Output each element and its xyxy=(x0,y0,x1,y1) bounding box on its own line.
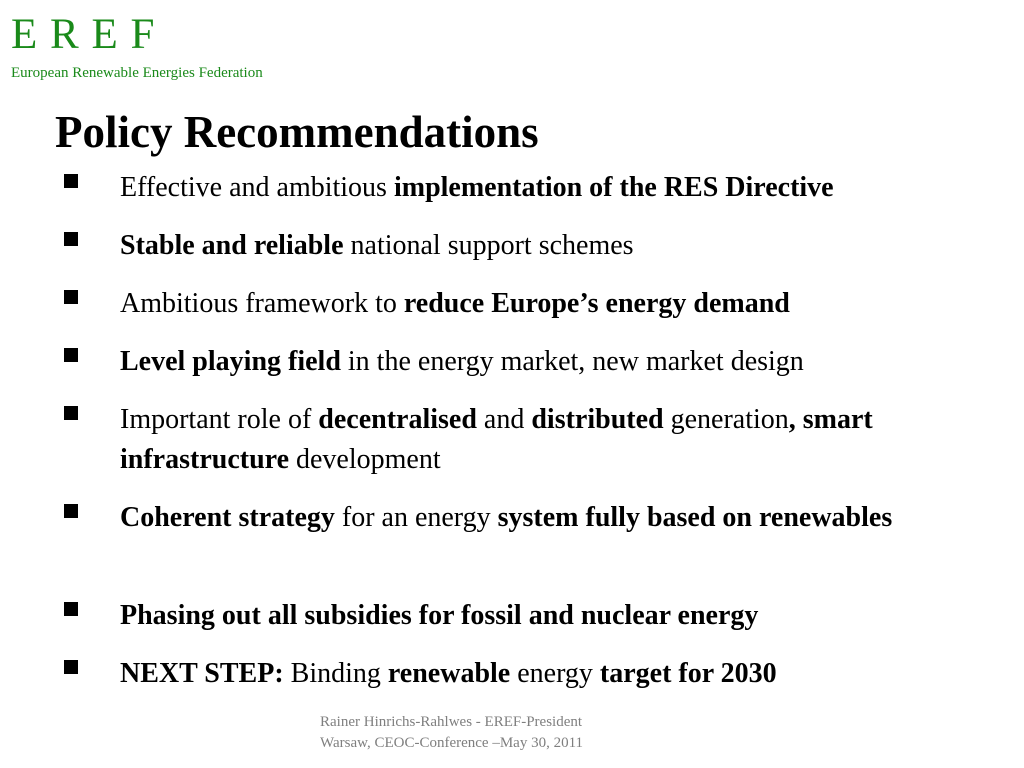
text-run: Effective and ambitious xyxy=(120,172,394,203)
text-run: and xyxy=(476,404,532,435)
text-run: Binding xyxy=(283,658,388,689)
bold-text-run: distributed xyxy=(531,404,664,435)
list-item-text xyxy=(120,168,1000,208)
bold-text-run: Coherent strategy xyxy=(120,502,335,533)
bold-text-run: Level playing field xyxy=(120,346,341,377)
square-bullet-icon xyxy=(64,660,78,674)
list-item-text xyxy=(120,342,1000,382)
list-item-text xyxy=(120,498,910,538)
text-run: for an energy xyxy=(334,502,498,533)
bold-text-run: reduce Europe’s energy demand xyxy=(403,288,790,319)
footer-event: Warsaw, CEOC-Conference –May 30, 2011 xyxy=(320,735,584,751)
list-item-text xyxy=(120,226,1000,266)
text-run: generation xyxy=(663,404,789,435)
bold-text-run: renewable xyxy=(387,658,511,689)
square-bullet-icon xyxy=(64,174,78,188)
text-run: Ambitious framework to xyxy=(120,288,404,319)
bold-text-run: , smart infrastructure xyxy=(120,404,873,475)
text-run: Important role of xyxy=(120,404,319,435)
eref-logo xyxy=(11,12,263,82)
text-run: national support schemes xyxy=(343,230,634,261)
bold-text-run: Stable and reliable xyxy=(120,230,344,261)
bold-text-run: NEXT STEP: xyxy=(120,658,284,689)
text-run: in the energy market, new market design xyxy=(340,346,804,377)
logo-subtitle: European Renewable Energies Federation xyxy=(11,65,263,81)
square-bullet-icon xyxy=(64,348,78,362)
square-bullet-icon xyxy=(64,232,78,246)
list-item-text xyxy=(120,284,1000,324)
slide-title: Policy Recommendations xyxy=(55,107,539,157)
bold-text-run: Phasing out all subsidies for fossil and nuclear energy xyxy=(120,600,759,631)
bold-text-run: target for 2030 xyxy=(599,658,777,689)
bold-text-run: system fully based on renewables xyxy=(497,502,893,533)
text-run: energy xyxy=(510,658,600,689)
footer-author: Rainer Hinrichs-Rahlwes - EREF-President xyxy=(320,714,583,730)
square-bullet-icon xyxy=(64,504,78,518)
bold-text-run: decentralised xyxy=(318,404,477,435)
square-bullet-icon xyxy=(64,290,78,304)
square-bullet-icon xyxy=(64,406,78,420)
list-item-text xyxy=(120,654,1000,694)
text-run: development xyxy=(289,444,441,475)
list-item-text xyxy=(120,596,1000,636)
slide-footer xyxy=(320,712,583,754)
bold-text-run: implementation of the RES Directive xyxy=(393,172,834,203)
list-item-text xyxy=(120,400,970,480)
logo-mark: E R E F xyxy=(11,11,156,58)
square-bullet-icon xyxy=(64,602,78,616)
